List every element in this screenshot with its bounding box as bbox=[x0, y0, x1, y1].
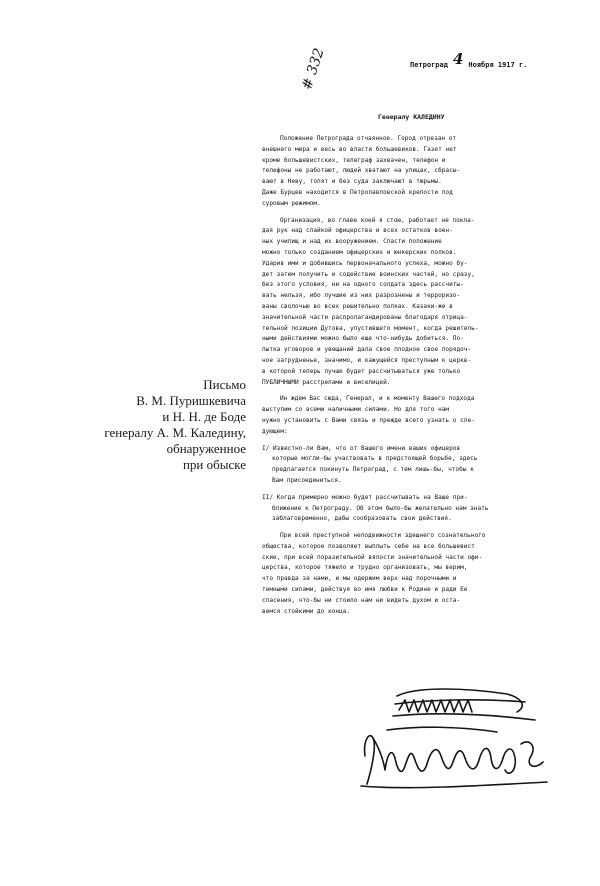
text-line: кроме большевистских, телеграф захвачен, телефон и bbox=[262, 156, 446, 164]
letter-city: Петроград bbox=[410, 61, 448, 69]
text-line: ские, при всей поразительной вялости значительной части офи- bbox=[262, 553, 483, 561]
text-line: значительной части распропагандированы благодаря отрица- bbox=[262, 313, 468, 321]
letter-day-handwritten: 4 bbox=[452, 50, 464, 68]
text-line: ближение к Петрограду. Об этом было-бы желательно нам знать bbox=[272, 504, 489, 512]
letter-body bbox=[262, 134, 562, 623]
letter-paragraph-6 bbox=[262, 531, 562, 617]
letter-paragraph-2 bbox=[262, 216, 562, 389]
text-line: темными силами, действуя во имя любви к Родине и ради Ее bbox=[262, 586, 468, 594]
caption-line-1: Письмо bbox=[203, 377, 246, 392]
caption-line-4: генералу А. М. Каледину, bbox=[104, 425, 246, 440]
text-line: ное затрудненье, значимо, и кажущейся преступным к церкв- bbox=[262, 356, 472, 364]
text-line: общества, которое позволяет выплыть себе на все большевист bbox=[262, 542, 475, 550]
text-line: ными действиями можно было еще что-нибудь добиться. По- bbox=[262, 335, 464, 343]
text-line: Вам присоединиться. bbox=[272, 476, 342, 484]
text-line: суровым режимом. bbox=[262, 199, 321, 207]
text-line: II/ Когда примерно можно будет рассчитывать на Ваше при- bbox=[262, 493, 468, 501]
archive-number-mark: # 332 bbox=[299, 46, 328, 93]
text-line: дая рук над спайкой офицерства и всех остатков воен- bbox=[262, 227, 453, 235]
text-line: вать нельзя, ибо лучшие из них разрознены и терроризо- bbox=[262, 292, 461, 300]
text-line: которые могли-бы участвовать в предстоящей борьбе, здесь bbox=[272, 455, 478, 463]
letter-salutation: Генералу КАЛЕДИНУ bbox=[378, 113, 445, 121]
letter-paragraph-1 bbox=[262, 134, 562, 210]
text-line: в которой теперь лучше будет рассчитываться уже только bbox=[262, 367, 461, 375]
caption-line-5: обнаруженное bbox=[166, 441, 246, 456]
text-line: При всей преступной неподвижности здешнего сознательного bbox=[280, 532, 486, 540]
text-line: нужно установить с Вами связь и прежде всего узнать о сле- bbox=[262, 416, 475, 424]
text-line: Ударив ими и добившись первоначального успеха, можно бу- bbox=[262, 259, 468, 267]
text-line: дующем: bbox=[262, 427, 288, 435]
text-line: Ин ждем Вас сюда, Генерал, и к моменту Вашего подхода bbox=[280, 395, 475, 403]
caption-line-3: и Н. Н. де Боде bbox=[162, 409, 246, 424]
text-line: Даже Бурцев находится в Петропавловской крепости под bbox=[262, 188, 453, 196]
text-line: I/ Известно-ли Вам, что от Вашего имени ваших офицеров bbox=[262, 444, 461, 452]
text-line: можно только созданием офицерских и юнкерских полков. bbox=[262, 248, 457, 256]
text-line: Положение Петрограда отчаянное. Город отрезан от bbox=[280, 135, 457, 142]
text-line: без этого условия, ни на одного солдата здесь рассчиты- bbox=[262, 281, 464, 289]
text-line: Организация, во главе коей я стою, работает не покла- bbox=[280, 216, 475, 224]
caption-line-6: при обыске bbox=[182, 457, 246, 472]
letter-month-year: Ноября 1917 г. bbox=[468, 61, 528, 69]
typewritten-letter bbox=[262, 40, 562, 780]
text-line: ных училищ и над их вооружением. Спасти положение bbox=[262, 238, 442, 246]
text-line: вемся стойкими до конца. bbox=[262, 607, 351, 615]
letter-paragraph-3 bbox=[262, 394, 562, 437]
letter-paragraph-4 bbox=[262, 444, 562, 487]
text-line: внешнего мира и весь во власти большевиков. Газет нет bbox=[262, 145, 457, 153]
text-line: вают в Неву, топят и без суда заключают в тюрьмы. bbox=[262, 178, 442, 186]
text-line: церства, которое тяжело и трудно организовать, мы верим, bbox=[262, 564, 468, 572]
text-line: выступим со всеми наличными силами. Но для того нам bbox=[262, 406, 450, 414]
text-line: ваны сволочью во всех решительно полках. Казаки-же в bbox=[262, 302, 453, 310]
letter-dateline bbox=[410, 50, 528, 71]
text-line: тельной позиции Дутова, упустившего момент, когда решитель- bbox=[262, 324, 479, 332]
text-line: пытка уговоров и увещаний дала свое плодное свое порядоч- bbox=[262, 346, 472, 354]
text-line: что правда за нами, и мы одержим верх над порочными и bbox=[262, 575, 457, 583]
letter-paragraph-5 bbox=[262, 493, 562, 525]
document-caption bbox=[68, 377, 246, 473]
text-line: телефоны не работают, людей хватают на улицах, сбрасы- bbox=[262, 167, 461, 175]
handwritten-signature bbox=[357, 686, 557, 806]
caption-line-2: В. М. Пуришкевича bbox=[136, 393, 246, 408]
text-line: заблаговременно, дабы сообразовать свои действия. bbox=[272, 515, 452, 523]
text-line: предлагается покинуть Петроград, с тем лишь-бы, чтобы к bbox=[272, 466, 474, 474]
text-line: ПУБЛИЧНЫМИ расстрелами и виселицей. bbox=[262, 378, 391, 386]
text-line: спасения, что-бы ни стоило нам ни видеть духом и оста- bbox=[262, 596, 461, 604]
text-line: дет затем получить и содействие воинских частей, но сразу, bbox=[262, 270, 475, 278]
